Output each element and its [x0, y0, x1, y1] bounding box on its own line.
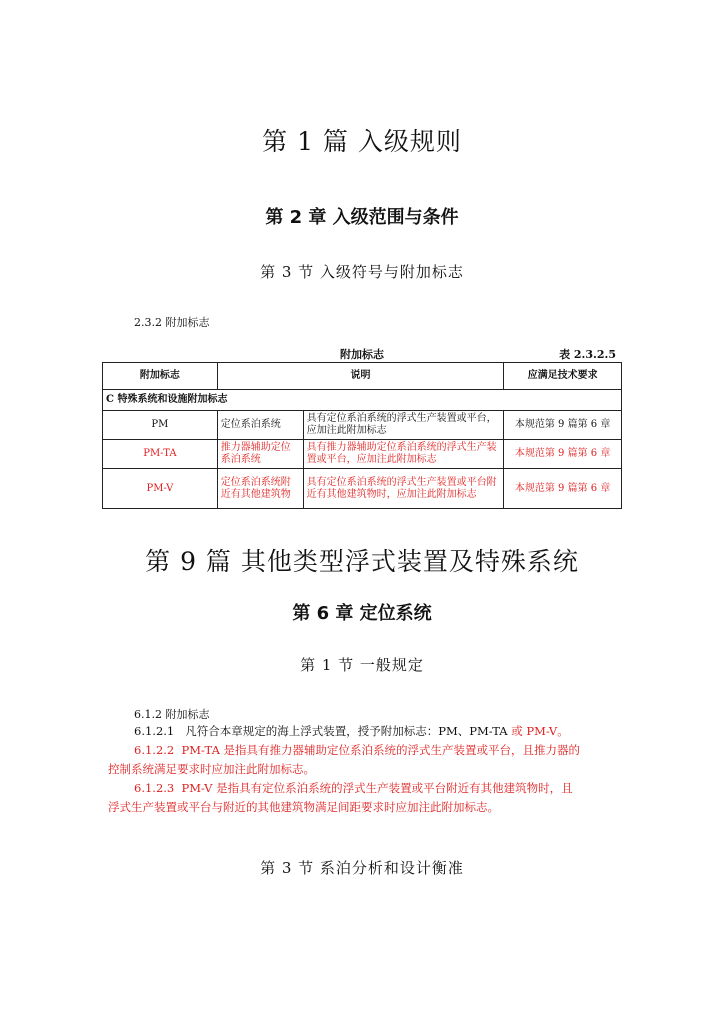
- part9-clause-heading: 6.1.2 附加标志: [134, 708, 210, 721]
- row-req: 本规范第 9 篇第 6 章: [504, 440, 622, 469]
- row-flag: PM-TA: [103, 440, 218, 469]
- row-req: 本规范第 9 篇第 6 章: [504, 469, 622, 509]
- para-text: 凡符合本章规定的海上浮式装置，授予附加标志：PM、PM-TA: [185, 724, 512, 738]
- paragraph-6-1-2-1: [134, 722, 634, 741]
- table-group-label: C 特殊系统和设施附加标志: [103, 390, 622, 411]
- table-row: [103, 411, 622, 440]
- row-desc: 具有定位系泊系统的浮式生产装置或平台附近有其他建筑物时，应加注此附加标志: [303, 469, 504, 509]
- header-req: 应满足技术要求: [504, 363, 622, 390]
- table-group-row: [103, 390, 622, 411]
- row-flag: PM-V: [103, 469, 218, 509]
- row-desc: 具有推力器辅助定位系泊系统的浮式生产装置或平台，应加注此附加标志: [303, 440, 504, 469]
- para-line: 浮式生产装置或平台与附近的其他建筑物满足间距要求时应加注此附加标志。: [108, 800, 499, 814]
- header-flag: 附加标志: [103, 363, 218, 390]
- table-row: [103, 440, 622, 469]
- paragraph-6-1-2-2: [108, 741, 618, 779]
- table-row: [103, 469, 622, 509]
- para-line: 控制系统满足要求时应加注此附加标志。: [108, 762, 315, 776]
- para-number: 6.1.2.1: [134, 724, 175, 738]
- row-flag: PM: [103, 411, 218, 440]
- part1-title: 第 1 篇 入级规则: [262, 127, 462, 156]
- header-desc: 说明: [217, 363, 503, 390]
- flags-table: [102, 362, 622, 509]
- para-text-red: 或 PM-V。: [511, 724, 569, 738]
- row-req: 本规范第 9 篇第 6 章: [504, 411, 622, 440]
- part1-clause-heading: 2.3.2 附加标志: [134, 316, 210, 329]
- row-name: 定位系泊系统: [217, 411, 303, 440]
- table-header-row: [103, 363, 622, 390]
- para-line: PM-V 是指具有定位系泊系统的浮式生产装置或平台附近有其他建筑物时，且: [181, 781, 573, 795]
- part1-section-title: 第 3 节 入级符号与附加标志: [260, 263, 464, 281]
- part9-section-title: 第 1 节 一般规定: [300, 656, 424, 674]
- paragraph-6-1-2-3: [108, 779, 618, 817]
- row-desc: 具有定位系泊系统的浮式生产装置或平台，应加注此附加标志: [303, 411, 504, 440]
- row-name: 定位系泊系统附近有其他建筑物: [217, 469, 303, 509]
- para-number: 6.1.2.2: [134, 743, 175, 757]
- table-caption-title: 附加标志: [340, 348, 384, 361]
- part9-section3-title: 第 3 节 系泊分析和设计衡准: [260, 859, 464, 877]
- part1-chapter-title: 第 2 章 入级范围与条件: [265, 207, 459, 228]
- part9-chapter-title: 第 6 章 定位系统: [292, 603, 432, 624]
- row-name: 推力器辅助定位系泊系统: [217, 440, 303, 469]
- para-number: 6.1.2.3: [134, 781, 175, 795]
- para-line: PM-TA 是指具有推力器辅助定位系泊系统的浮式生产装置或平台，且推力器的: [181, 743, 581, 757]
- part9-title: 第 9 篇 其他类型浮式装置及特殊系统: [145, 547, 579, 576]
- table-number: 表 2.3.2.5: [559, 348, 616, 361]
